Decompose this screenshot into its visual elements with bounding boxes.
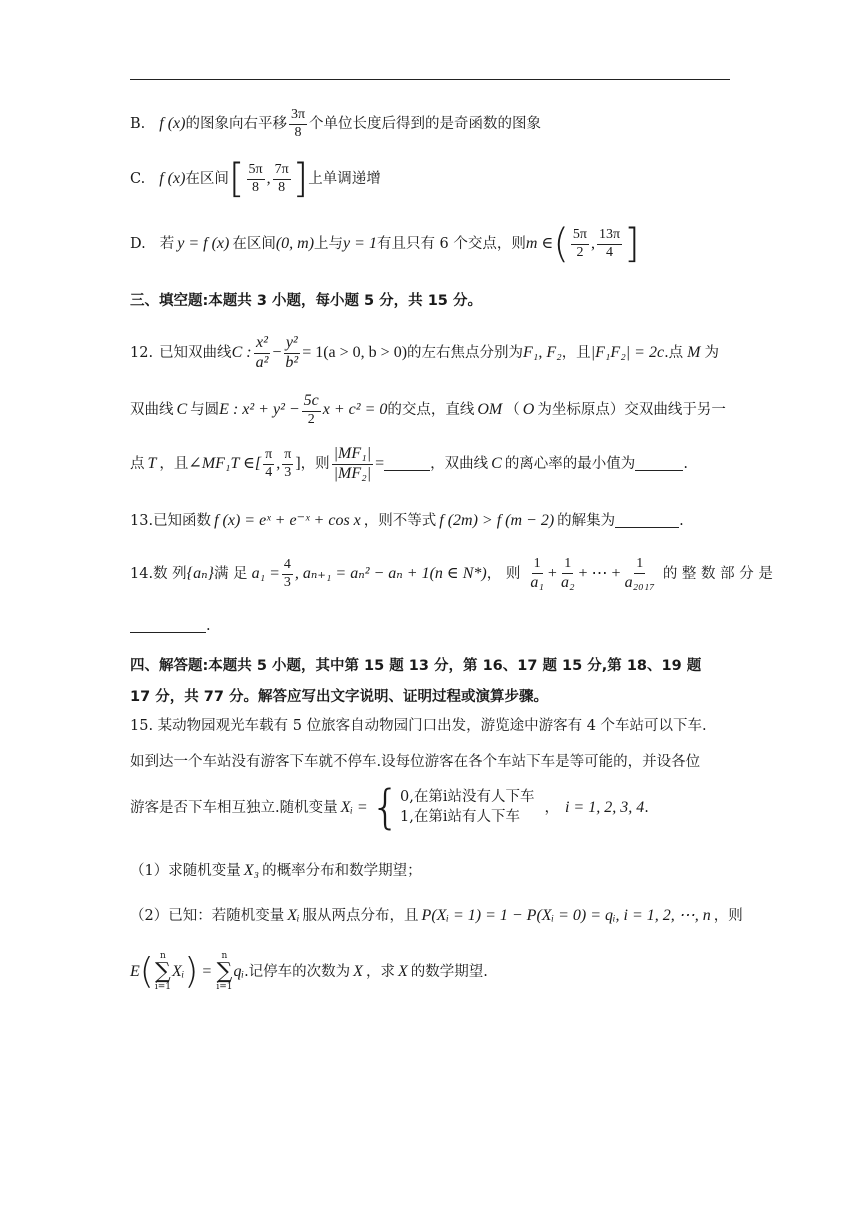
question-14-answer-line bbox=[130, 617, 730, 635]
text: ，则 bbox=[713, 907, 743, 924]
text: 服从两点分布，且 bbox=[302, 907, 419, 924]
math: C bbox=[491, 455, 502, 473]
text: 为坐标原点）交双曲线于另一 bbox=[537, 402, 726, 419]
question-15-part-2 bbox=[130, 906, 743, 926]
case-1: 1,在第i站有人下车 bbox=[400, 808, 520, 825]
text: .记停车的次数为 bbox=[244, 963, 351, 980]
option-b bbox=[130, 108, 730, 140]
text: 与圆 bbox=[190, 402, 220, 419]
fraction: $\frac{1}{\text{a₂}}$ bbox=[560, 556, 575, 591]
math: i = 1, 2, 3, 4 bbox=[564, 798, 645, 816]
text: 的概率分布和数学期望； bbox=[262, 862, 422, 879]
question-number: 12. bbox=[130, 345, 154, 362]
text: ，且 bbox=[159, 456, 189, 473]
math: (0, m) bbox=[275, 235, 315, 253]
fraction: $\frac{5\pi}{2}$ bbox=[572, 227, 587, 260]
plus: + bbox=[547, 565, 557, 583]
text: . bbox=[644, 799, 649, 816]
math: = bbox=[375, 455, 385, 473]
text: . bbox=[206, 618, 211, 634]
answer-blank[interactable] bbox=[635, 458, 683, 471]
bracket-right: ] bbox=[624, 221, 640, 268]
fraction: $\frac{1}{\text{a₂₀₁₇}}$ bbox=[624, 556, 655, 591]
math: f (x) bbox=[159, 115, 186, 133]
text: （1）求随机变量 bbox=[130, 862, 241, 879]
fraction: $\frac{3\pi}{8}$ bbox=[290, 107, 306, 140]
text: ， bbox=[544, 799, 559, 816]
piecewise-cases bbox=[400, 788, 534, 827]
text: ，求 bbox=[365, 963, 395, 980]
option-c bbox=[130, 156, 730, 203]
text: 若 bbox=[159, 236, 175, 253]
text: 的数学期望. bbox=[410, 963, 488, 980]
math: + ⋯ + bbox=[578, 565, 621, 583]
math: qᵢ bbox=[233, 963, 245, 980]
math: a₁ = bbox=[251, 565, 280, 583]
text: . bbox=[679, 512, 684, 529]
math: P(Xᵢ = 1) = 1 − P(Xᵢ = 0) = qᵢ, i = 1, 2, ⋯, n bbox=[421, 907, 711, 924]
text: 为 bbox=[704, 345, 719, 362]
brace: { bbox=[370, 780, 400, 835]
math: , aₙ₊₁ = aₙ² − aₙ + 1(n ∈ N*) bbox=[294, 565, 487, 583]
math: E : x² + y² − bbox=[219, 401, 300, 419]
math: {aₙ} bbox=[186, 565, 214, 583]
bracket-right: ] bbox=[292, 156, 309, 203]
math: OM bbox=[477, 401, 503, 419]
section-heading-fill-in: 三、填空题:本题共 3 小题，每小题 5 分，共 15 分。 bbox=[130, 293, 482, 309]
text: 的图象向右平移 bbox=[185, 116, 287, 133]
fraction: $\frac{\pi}{4}$ bbox=[265, 447, 273, 480]
summation: n ∑ i=1 bbox=[154, 951, 171, 992]
math: m ∈ bbox=[525, 235, 554, 253]
text: 的解集为 bbox=[557, 512, 616, 529]
math: f (x) = eˣ + e⁻ˣ + cos x bbox=[214, 512, 361, 529]
answer-blank[interactable] bbox=[384, 458, 430, 471]
text: （2）已知：若随机变量 bbox=[130, 907, 285, 924]
text: ，且 bbox=[561, 345, 591, 362]
math: = bbox=[202, 963, 212, 980]
option-label: C. bbox=[130, 171, 146, 188]
text: . bbox=[683, 456, 688, 473]
math: Xᵢ bbox=[171, 963, 185, 980]
paren-left: ( bbox=[139, 950, 154, 992]
text: 满 足 bbox=[213, 566, 248, 583]
math: f (x) bbox=[159, 170, 186, 188]
fraction: $\frac{7\pi}{8}$ bbox=[274, 162, 289, 195]
text: 的 整 数 部 分 是 bbox=[662, 566, 773, 583]
fraction: $\frac{5\pi}{8}$ bbox=[248, 162, 263, 195]
math: C bbox=[176, 401, 188, 419]
case-0: 0,在第i站没有人下车 bbox=[400, 789, 535, 805]
text: ，则不等式 bbox=[363, 512, 437, 529]
text: 双曲线 bbox=[130, 402, 174, 419]
text: 数 列 bbox=[153, 566, 187, 583]
text: 在区间 bbox=[232, 236, 276, 253]
fraction: $\frac{1}{\text{a₁}}$ bbox=[530, 556, 544, 591]
question-12-line-1 bbox=[130, 335, 730, 372]
comma: , bbox=[276, 455, 281, 473]
text: 有且只有 6 个交点，则 bbox=[376, 236, 526, 253]
math: |F₁F₂| = 2c bbox=[590, 344, 665, 362]
math: ∠MF₁T ∈[ bbox=[188, 455, 262, 473]
text: ，则 bbox=[300, 456, 330, 473]
question-13 bbox=[130, 511, 730, 531]
fraction: $\frac{\text{y²}}{\text{b²}}$ bbox=[285, 334, 299, 371]
text: 的左右焦点分别为 bbox=[407, 345, 524, 362]
option-label: D. bbox=[130, 236, 146, 253]
question-15-part-1 bbox=[130, 861, 730, 881]
text: 的交点，直线 bbox=[387, 402, 475, 419]
question-15-line-2: 如到达一个车站没有游客下车就不停车.设每位游客在各个车站下车是等可能的，并设各位 bbox=[130, 754, 701, 770]
math: X₃ bbox=[243, 862, 260, 879]
summation: n ∑ i=1 bbox=[216, 951, 233, 992]
math: X bbox=[353, 963, 363, 980]
text: 个单位长度后得到的是奇函数的图象 bbox=[309, 116, 542, 133]
math: O bbox=[522, 401, 535, 419]
math: y = 1 bbox=[343, 235, 377, 253]
section-heading-solutions: 四、解答题:本题共 5 小题，其中第 15 题 13 分，第 16、17 题 15 分,第 18、19 题 bbox=[130, 658, 702, 674]
text: 已知函数 bbox=[153, 512, 212, 529]
text: 已知双曲线 bbox=[159, 345, 232, 362]
question-12-line-2 bbox=[130, 393, 730, 427]
text: 游客是否下车相互独立.随机变量 bbox=[130, 799, 338, 816]
math: M bbox=[687, 344, 701, 362]
text: .点 bbox=[664, 345, 684, 362]
math: = 1(a > 0, b > 0) bbox=[302, 344, 408, 362]
fraction: $\frac{\pi}{3}$ bbox=[284, 447, 292, 480]
bracket-left: [ bbox=[228, 156, 245, 203]
math: C : bbox=[231, 344, 252, 362]
math: Xᵢ bbox=[287, 907, 300, 924]
text: 在区间 bbox=[185, 171, 229, 188]
math: y = f (x) bbox=[177, 235, 230, 253]
math: X bbox=[397, 963, 408, 980]
math: T bbox=[147, 455, 157, 473]
question-14 bbox=[130, 556, 773, 591]
text: 上与 bbox=[314, 236, 344, 253]
question-number: 14. bbox=[130, 566, 154, 583]
answer-blank[interactable] bbox=[130, 620, 206, 633]
text: （ bbox=[505, 402, 520, 419]
math: ] bbox=[295, 455, 301, 473]
text: 上单调递增 bbox=[308, 171, 381, 188]
fraction: $\frac{\text{|MF₁|}}{\text{|MF₂|}}$ bbox=[333, 445, 372, 482]
math: x + c² = 0 bbox=[322, 401, 388, 419]
math: f (2m) > f (m − 2) bbox=[439, 512, 555, 529]
text: ， 则 bbox=[486, 566, 521, 583]
question-15-part-2-cont bbox=[130, 952, 730, 992]
question-12-line-3 bbox=[130, 446, 730, 483]
comma: , bbox=[266, 170, 271, 188]
paren-right: ) bbox=[184, 950, 199, 992]
option-label: B. bbox=[130, 116, 146, 133]
paren-left: ( bbox=[553, 221, 569, 268]
fraction: $\frac{5c}{2}$ bbox=[303, 392, 319, 427]
option-d bbox=[130, 221, 730, 268]
header-rule bbox=[130, 79, 730, 80]
minus: − bbox=[272, 344, 282, 362]
question-15-line-1: 15. 某动物园观光车载有 5 位旅客自动物园门口出发，游览途中游客有 4 个车站可以下车. bbox=[130, 718, 707, 734]
fraction: $\frac{13\pi}{4}$ bbox=[599, 227, 621, 260]
question-15-line-3 bbox=[130, 780, 730, 835]
answer-blank[interactable] bbox=[615, 515, 679, 528]
section-heading-solutions-cont: 17 分，共 77 分。解答应写出文字说明、证明过程或演算步骤。 bbox=[130, 689, 548, 705]
comma: , bbox=[591, 235, 595, 253]
fraction: $\frac{4}{3}$ bbox=[283, 557, 291, 590]
math: Xᵢ = bbox=[340, 798, 368, 816]
math: F₁, F₂ bbox=[523, 344, 562, 362]
fraction: $\frac{\text{x²}}{\text{a²}}$ bbox=[255, 334, 269, 371]
text: 点 bbox=[130, 456, 145, 473]
text: ，双曲线 bbox=[430, 456, 489, 473]
question-number: 13. bbox=[130, 512, 154, 529]
text: 的离心率的最小值为 bbox=[504, 456, 636, 473]
math: E bbox=[130, 963, 140, 980]
